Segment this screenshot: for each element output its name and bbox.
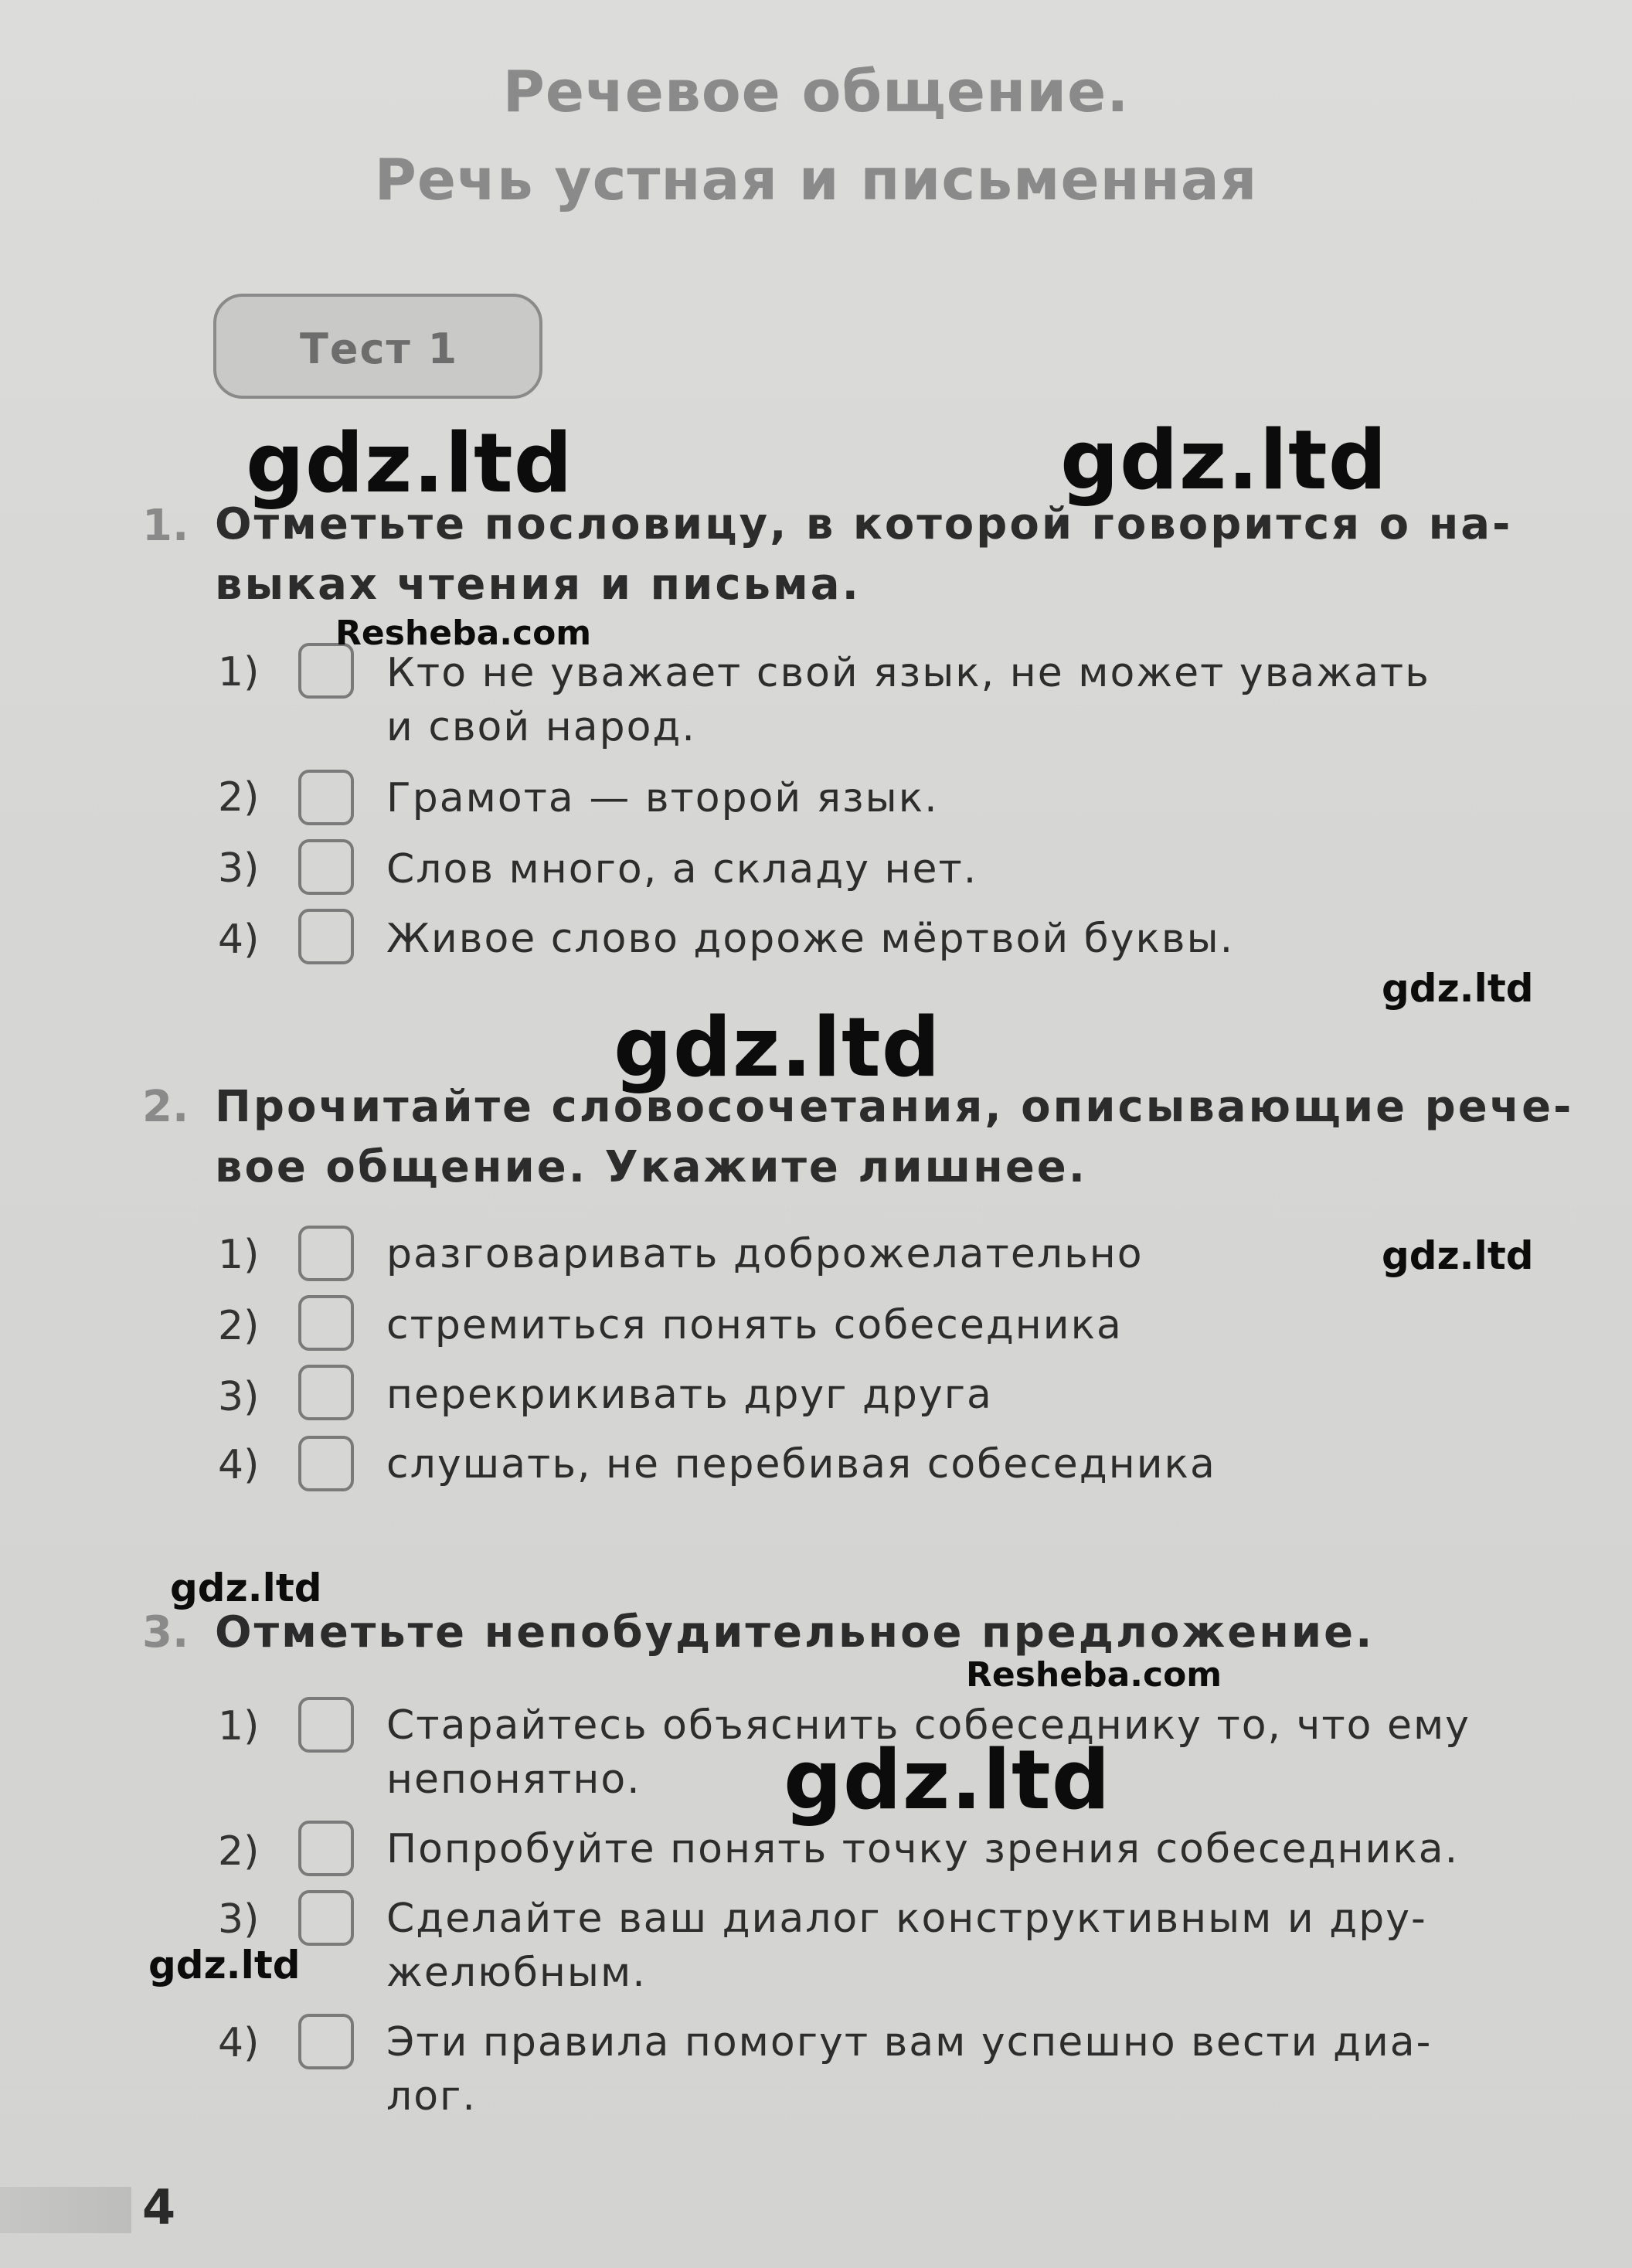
q2-option-2-checkbox[interactable]: [298, 1295, 354, 1351]
question-1-text-line2: выках чтения и письма.: [215, 559, 861, 610]
q2-option-4-number: 4): [218, 1442, 260, 1488]
q1-option-2-checkbox[interactable]: [298, 770, 354, 825]
q2-option-3-number: 3): [218, 1374, 260, 1420]
q3-option-3-text-line2: желюбным.: [386, 1950, 647, 1996]
page-title-line2: Речь устная и письменная: [374, 147, 1258, 213]
q3-option-2-checkbox[interactable]: [298, 1821, 354, 1876]
watermark-gdz-2: gdz.ltd: [1060, 413, 1388, 508]
q1-option-3-number: 3): [218, 845, 260, 892]
q2-option-4-text: слушать, не перебивая собеседника: [386, 1441, 1216, 1488]
q3-option-4-text-line1: Эти правила помогут вам успешно вести диа-: [386, 2019, 1433, 2066]
q1-option-3-text: Слов много, а складу нет.: [386, 846, 978, 893]
q3-option-3-text-line1: Сделайте ваш диалог конструктивным и дру-: [386, 1896, 1427, 1942]
q2-option-1-text: разговаривать доброжелательно: [386, 1231, 1144, 1277]
q2-option-3-checkbox[interactable]: [298, 1365, 354, 1420]
q3-option-2-text: Попробуйте понять точку зрения собеседника.: [386, 1826, 1460, 1872]
watermark-gdz-7: gdz.ltd: [784, 1732, 1111, 1828]
q2-option-1-checkbox[interactable]: [298, 1226, 354, 1281]
q3-option-4-number: 4): [218, 2020, 260, 2066]
test-badge-label: Тест 1: [300, 325, 459, 373]
q2-option-1-number: 1): [218, 1232, 260, 1278]
q1-option-1-text-line2: и свой народ.: [386, 704, 696, 750]
q3-option-1-number: 1): [218, 1703, 260, 1749]
q1-option-4-text: Живое слово дороже мёртвой буквы.: [386, 916, 1235, 962]
question-2-text-line2: вое общение. Укажите лишнее.: [215, 1142, 1088, 1192]
q3-option-3-number: 3): [218, 1896, 260, 1943]
q1-option-1-text-line1: Кто не уважает свой язык, не может уважать: [386, 650, 1430, 696]
watermark-gdz-4: gdz.ltd: [614, 1000, 941, 1095]
watermark-resheba-2: Resheba.com: [966, 1655, 1222, 1695]
test-badge: [213, 294, 542, 399]
q1-option-3-checkbox[interactable]: [298, 839, 354, 895]
watermark-gdz-5: gdz.ltd: [1382, 1233, 1534, 1278]
question-3-text: Отметьте непобудительное предложение.: [215, 1607, 1375, 1658]
q1-option-2-text: Грамота — второй язык.: [386, 775, 939, 821]
page-title-line1: Речевое общение.: [502, 59, 1130, 125]
question-1-text-line1: Отметьте пословицу, в которой говорится о на-: [215, 499, 1513, 549]
watermark-resheba-1: Resheba.com: [335, 614, 592, 653]
question-2-number: 2.: [142, 1082, 189, 1132]
q2-option-4-checkbox[interactable]: [298, 1436, 354, 1491]
q3-option-3-checkbox[interactable]: [298, 1890, 354, 1946]
question-1-number: 1.: [142, 501, 189, 551]
question-2-text-line1: Прочитайте словосочетания, описывающие рече-: [215, 1082, 1574, 1132]
q1-option-4-number: 4): [218, 916, 260, 963]
q3-option-2-number: 2): [218, 1828, 260, 1875]
q3-option-1-text-line1: Старайтесь объяснить собеседнику то, что ему: [386, 1702, 1470, 1749]
q3-option-4-checkbox[interactable]: [298, 2014, 354, 2069]
page-number: 4: [142, 2179, 176, 2236]
q1-option-4-checkbox[interactable]: [298, 909, 354, 964]
q3-option-1-checkbox[interactable]: [298, 1697, 354, 1753]
watermark-gdz-3: gdz.ltd: [1382, 966, 1534, 1011]
page-number-strip: [0, 2187, 131, 2233]
q2-option-2-number: 2): [218, 1303, 260, 1349]
question-3-number: 3.: [142, 1607, 189, 1658]
q2-option-2-text: стремиться понять собеседника: [386, 1302, 1123, 1348]
watermark-gdz-1: gdz.ltd: [246, 416, 573, 511]
q2-option-3-text: перекрикивать друг друга: [386, 1372, 993, 1418]
watermark-gdz-6: gdz.ltd: [170, 1566, 322, 1610]
q1-option-1-number: 1): [218, 649, 260, 695]
q3-option-4-text-line2: лог.: [386, 2073, 477, 2120]
q3-option-1-text-line2: непонятно.: [386, 1756, 641, 1803]
watermark-gdz-8: gdz.ltd: [148, 1943, 301, 1987]
q1-option-2-number: 2): [218, 774, 260, 821]
